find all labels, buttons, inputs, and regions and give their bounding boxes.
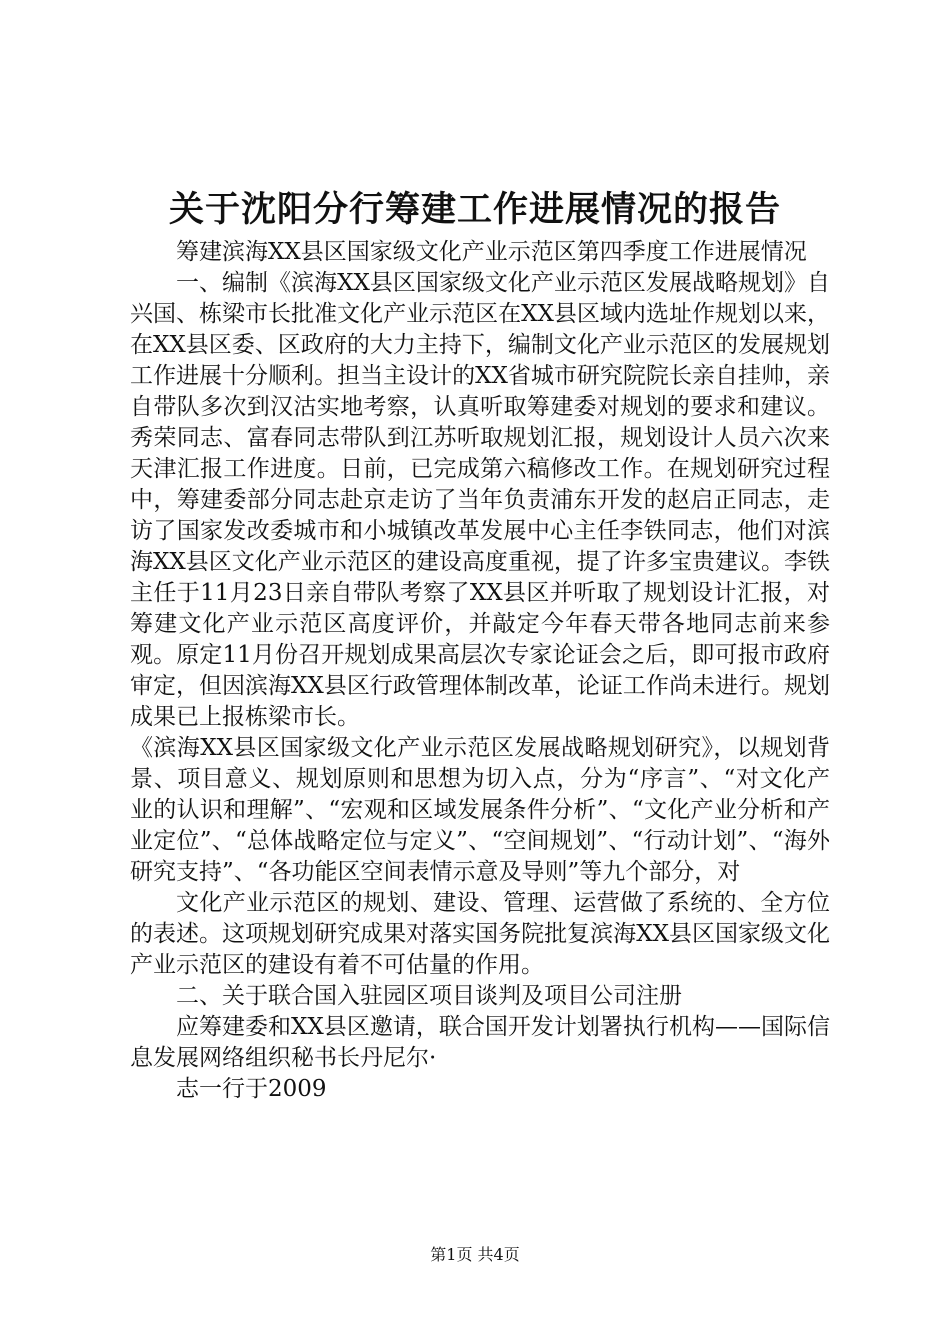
paragraph-section-one: 一、编制《滨海XX县区国家级文化产业示范区发展战略规划》自兴国、栋梁市长批准文化产业示范区在XX县区域内选址作规划以来，在XX县区委、区政府的大力主持下，编制文化产业示范区的发展规划工作进展十分顺利。担当主设计的XX省城市研究院院长亲自挂帅，亲自带队多次到汉沽实地考察，认真听取筹建委对规划的要求和建议。秀荣同志、富春同志带队到江苏听取规划汇报，规划设计人员六次来天津汇报工作进度。日前，已完成第六稿修改工作。在规划研究过程中，筹建委部分同志赴京走访了当年负责浦东开发的赵启正同志，走访了国家发改委城市和小城镇改革发展中心主任李铁同志，他们对滨海XX县区文化产业示范区的建设高度重视，提了许多宝贵建议。李铁主任于11月23日亲自带队考察了XX县区并听取了规划设计汇报，对筹建文化产业示范区高度评价，并敲定今年春天带各地同志前来参观。原定11月份召开规划成果高层次专家论证会之后，即可报市政府审定，但因滨海XX县区行政管理体制改革，论证工作尚未进行。规划成果已上报栋梁市长。 <box>130 270 830 730</box>
paragraph-plan-summary: 文化产业示范区的规划、建设、管理、运营做了系统的、全方位的表述。这项规划研究成果对落实国务院批复滨海XX县区国家级文化产业示范区的建设有着不可估量的作用。 <box>130 890 830 978</box>
document-title: 关于沈阳分行筹建工作进展情况的报告 <box>168 190 781 230</box>
paragraph-un-invitation: 应筹建委和XX县区邀请，联合国开发计划署执行机构——国际信息发展网络组织秘书长丹尼尔· <box>130 1014 830 1071</box>
page-number-footer: 第1页 共4页 <box>430 1245 520 1264</box>
paragraph-visit-date: 志一行于2009 <box>176 1076 327 1102</box>
paragraph-section-two-heading: 二、关于联合国入驻园区项目谈判及项目公司注册 <box>176 983 682 1009</box>
paragraph-subtitle: 筹建滨海XX县区国家级文化产业示范区第四季度工作进展情况 <box>176 239 807 265</box>
paragraph-plan-study: 《滨海XX县区国家级文化产业示范区发展战略规划研究》，以规划背景、项目意义、规划原则和思想为切入点，分为“序言”、“对文化产业的认识和理解”、“宏观和区域发展条件分析”、“文化产业分析和产业定位”、“总体战略定位与定义”、“空间规划”、“行动计划”、“海外研究支持”、“各功能区空间表情示意及导则”等九个部分，对 <box>130 735 830 885</box>
document-body <box>130 237 830 1105</box>
